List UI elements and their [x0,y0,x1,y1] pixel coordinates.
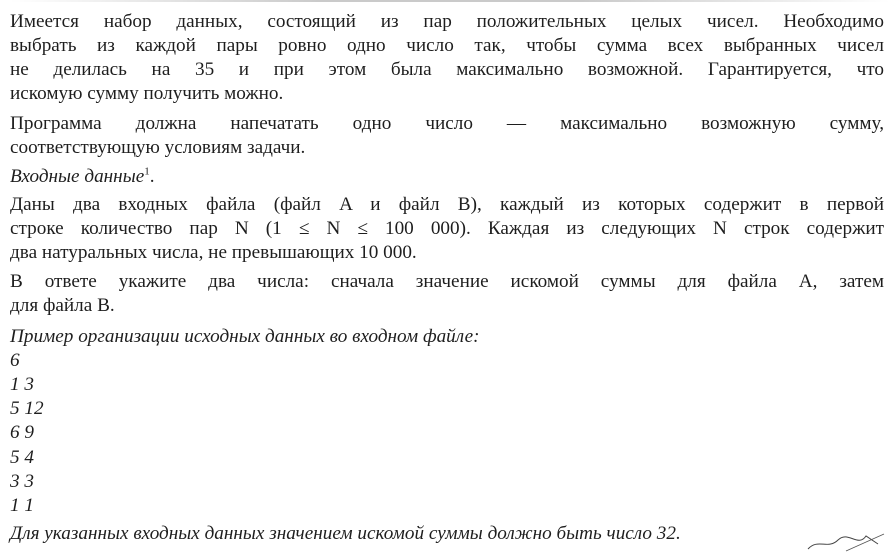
input-line-3: два натуральных числа, не превышающих 10 000. [10,242,417,263]
answer-line-2: для файла B. [10,295,115,316]
example-row: 3 3 [10,471,34,492]
answer-line-1: В ответе укажите два числа: сначала значение искомой суммы для файла A, затем [10,271,884,292]
intro-line-4: искомую сумму получить можно. [10,83,284,104]
intro-line-2: выбрать из каждой пары ровно одно число так, чтобы сумма всех выбранных чисел [10,35,884,56]
program-line-2: соответствующую условиям задачи. [10,137,306,158]
conclusion-line: Для указанных входных данных значением искомой суммы должно быть число 32. [10,523,681,544]
example-row: 5 4 [10,447,34,468]
example-heading: Пример организации исходных данных во входном файле: [10,326,480,347]
example-row: 1 1 [10,495,34,516]
example-row: 5 12 [10,398,44,419]
example-row: 6 [10,350,20,371]
input-line-2: строке количество пар N (1 ≤ N ≤ 100 000). Каждая из следующих N строк содержит [10,218,884,239]
example-row: 1 3 [10,374,34,395]
pen-scribble [806,532,886,552]
program-line-1: Программа должна напечатать одно число — максимально возможную сумму, [10,113,884,134]
footnote-mark: 1 [144,165,150,178]
document-page [10,0,884,552]
example-row: 6 9 [10,422,34,443]
intro-line-3: не делилась на 35 и при этом была максимально возможной. Гарантируется, что [10,59,884,80]
intro-line-1: Имеется набор данных, состоящий из пар положительных целых чисел. Необходимо [10,11,884,32]
input-heading-text: Входные данные [10,166,145,187]
input-line-1: Даны два входных файла (файл A и файл B), каждый из которых содержит в первой [10,194,884,215]
top-divider [10,0,888,2]
input-heading [10,165,884,189]
scribble-stroke [808,536,878,549]
input-heading-tail: . [149,166,155,187]
